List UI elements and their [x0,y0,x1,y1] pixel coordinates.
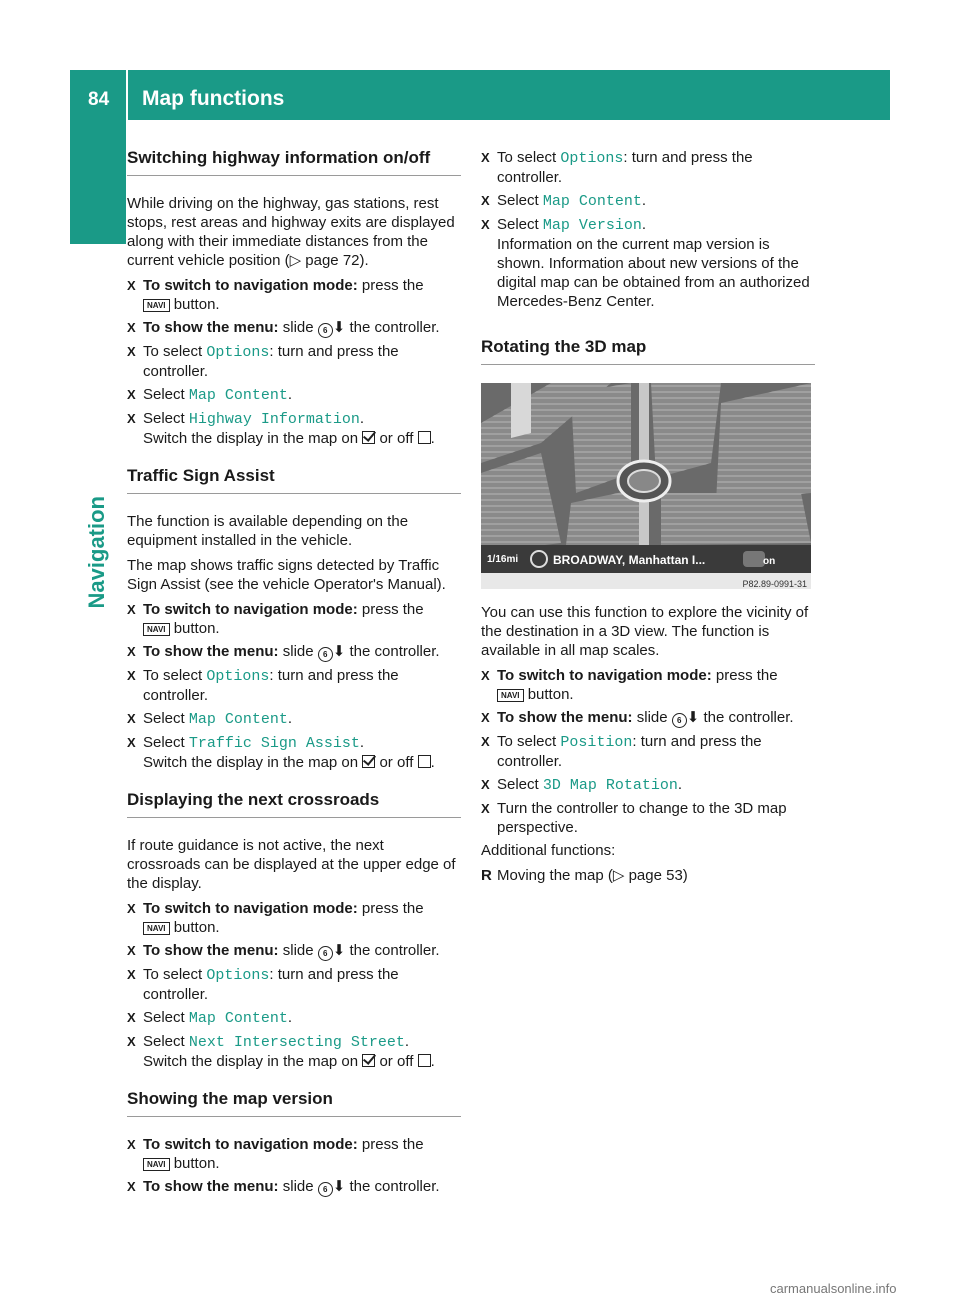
bullet-icon: R [481,867,492,884]
step: X To show the menu: slide 6 ⬇ the controller. [127,942,440,959]
step-text: . [641,192,647,209]
step [127,409,461,448]
step-text: : turn and press the controller. [143,343,399,380]
arrow-icon: X [481,801,490,816]
additional-label: Additional functions: [481,842,616,859]
step [127,666,461,705]
step-text: : turn and press the controller. [143,966,399,1003]
figure-code: P82.89-0991-31 [742,579,807,589]
step-text: the controller. [349,942,440,959]
step-bold: To switch to navigation mode: [143,1136,358,1153]
step-text: button. [173,296,220,313]
step-bold: To show the menu: [143,1178,279,1195]
step-text: : turn and press the controller. [143,667,399,704]
menu-item: Options [206,967,270,984]
bullet-item [481,866,815,885]
step-text: . [287,386,293,403]
step-bold: To show the menu: [143,643,279,660]
menu-item: Traffic Sign Assist [188,735,360,752]
menu-item: Options [560,150,624,167]
step-text: press the [715,667,778,684]
page-number: 84 [88,89,110,110]
arrow-icon: X [127,411,136,426]
step: X To show the menu: slide 6 ⬇ the controller. [127,1178,440,1195]
arrow-icon: X [127,967,136,982]
body-text: The map shows traffic signs detected by Traffic Sign Assist (see the vehicle Operator's Manual). [127,557,446,593]
step-text: . [359,734,365,751]
controller-icon: 6 [318,647,333,662]
step-text: button. [173,1155,220,1172]
menu-item: Map Content [542,193,642,210]
step-text: Select [497,216,539,233]
arrow-icon: X [127,943,136,958]
menu-item: Highway Information [188,411,360,428]
step-text: To select [143,966,203,983]
arrow-icon: X [127,278,136,293]
step-text: Select [143,410,185,427]
step-text: . [430,430,435,447]
menu-item: Options [206,668,270,685]
menu-item: Map Content [188,1010,288,1027]
side-label-text: Navigation [84,496,109,609]
intro-text: While driving on the highway, gas stations, rest stops, rest areas and highway exits are displayed along with their immediate distances from the current vehicle position (▷ page 72). [127,195,455,269]
arrow-icon: X [127,901,136,916]
step-text: . [404,1033,410,1050]
map-status-label: on [763,556,776,567]
step-text: . [287,1009,293,1026]
menu-item: Map Content [188,711,288,728]
menu-item: Map Content [188,387,288,404]
step [127,1032,461,1071]
step [481,215,815,311]
section-title: Displaying the next crossroads [127,790,461,818]
menu-item: 3D Map Rotation [542,777,678,794]
arrow-icon: X [127,1137,136,1152]
step-text: the controller. [703,709,794,726]
controller-icon: 6 [318,323,333,338]
step-text: Select [143,734,185,751]
step [127,709,461,729]
step-text: or off [379,754,414,771]
step-text: or off [379,1053,414,1070]
step-text: Select [143,710,185,727]
checkbox-empty-icon [418,431,431,444]
arrow-icon: X [481,777,490,792]
step-text: Switch the display in the map on [143,430,359,447]
step-text: slide [282,942,314,959]
step-text: the controller. [349,643,440,660]
arrow-icon: X [127,1010,136,1025]
menu-item: Map Version [542,217,642,234]
checkbox-checked-icon [362,755,375,768]
step [127,385,461,405]
bullet-text[interactable]: Moving the map (▷ page 53) [497,867,688,884]
step-text: To select [497,149,557,166]
step-text: Select [143,1009,185,1026]
step-bold: To show the menu: [143,942,279,959]
menu-item: Next Intersecting Street [188,1034,405,1051]
step-text: . [359,410,365,427]
step-text: . [677,776,683,793]
step-text: press the [361,900,424,917]
step-text: . [430,754,435,771]
step-text: slide [282,1178,314,1195]
arrow-icon: X [127,668,136,683]
arrow-icon: X [481,193,490,208]
step-bold: To switch to navigation mode: [497,667,712,684]
checkbox-checked-icon [362,1054,375,1067]
step: X To show the menu: slide 6 ⬇ the controller. [127,319,440,336]
controller-icon: 6 [672,713,687,728]
arrow-icon: X [127,711,136,726]
controller-icon: 6 [318,946,333,961]
step-text: . [641,216,647,233]
right-column [481,148,815,903]
map-street-label: BROADWAY, Manhattan I... [553,553,706,567]
menu-item: Options [206,344,270,361]
navi-key-icon: NAVI [143,623,170,636]
arrow-icon: X [127,1034,136,1049]
step-text: Information on the current map version is shown. Information about new versions of the digital map can be obtained from an authorized Mercedes-Benz Center. [497,236,810,310]
section-title: Traffic Sign Assist [127,466,461,494]
step-text: Switch the display in the map on [143,1053,359,1070]
menu-item: Position [560,734,633,751]
step-bold: To switch to navigation mode: [143,601,358,618]
step-text: button. [527,686,574,703]
step-text: slide [282,643,314,660]
step-text: the controller. [349,319,440,336]
step-text: Switch the display in the map on [143,754,359,771]
step-text: slide [636,709,668,726]
step [127,1135,461,1173]
step [127,733,461,772]
map-3d-screenshot [481,383,811,589]
header-divider [126,70,128,120]
step-bold: To show the menu: [497,709,633,726]
map-scale-label: 1/16mi [487,554,519,565]
intro-text: If route guidance is not active, the next crossroads can be displayed at the upper edge of the display. [127,837,456,892]
step: X To show the menu: slide 6 ⬇ the controller. [481,709,794,726]
left-column [127,148,461,1215]
step-bold: To show the menu: [143,319,279,336]
step [127,965,461,1004]
arrow-icon: X [127,320,136,335]
page-title: Map functions [142,87,285,110]
step-text: button. [173,919,220,936]
step-text: Select [143,1033,185,1050]
arrow-icon: X [127,602,136,617]
step-text: Select [497,192,539,209]
navi-key-icon: NAVI [497,689,524,702]
step-text: the controller. [349,1178,440,1195]
navi-key-icon: NAVI [143,299,170,312]
arrow-icon: X [481,734,490,749]
step [481,148,815,187]
section-version [127,1089,461,1197]
controller-icon: 6 [318,1182,333,1197]
step [481,799,815,837]
navi-key-icon: NAVI [143,922,170,935]
arrow-icon: X [481,668,490,683]
step [481,732,815,771]
checkbox-empty-icon [418,1054,431,1067]
footer-url[interactable]: carmanualsonline.info [770,1281,897,1296]
step-text: To select [143,343,203,360]
step-text: press the [361,277,424,294]
step [127,600,461,638]
section-highway [127,148,461,448]
step-text: To select [143,667,203,684]
side-tab [70,120,126,244]
step-bold: To switch to navigation mode: [143,277,358,294]
arrow-icon: X [127,344,136,359]
step [127,276,461,314]
step-text: To select [497,733,557,750]
step-text: or off [379,430,414,447]
arrow-icon: X [127,735,136,750]
side-label [74,496,122,609]
arrow-icon: X [481,150,490,165]
arrow-icon: X [127,644,136,659]
arrow-icon: X [481,217,490,232]
checkbox-empty-icon [418,755,431,768]
step-text: : turn and press the controller. [497,149,753,186]
step-bold: To switch to navigation mode: [143,900,358,917]
step [481,775,815,795]
step-text: press the [361,1136,424,1153]
body-text: You can use this function to explore the vicinity of the destination in a 3D view. The function is available in all map scales. [481,604,809,659]
step [127,899,461,937]
step-text: . [430,1053,435,1070]
navi-key-icon: NAVI [143,1158,170,1171]
step-text: Select [143,386,185,403]
step-text: slide [282,319,314,336]
step [127,342,461,381]
body-text: The function is available depending on the equipment installed in the vehicle. [127,513,409,549]
step [481,191,815,211]
arrow-icon: X [127,1179,136,1194]
step-text: button. [173,620,220,637]
section-crossroads [127,790,461,1071]
section-rotating [481,337,815,885]
step-text: press the [361,601,424,618]
step-text: Select [497,776,539,793]
section-title: Rotating the 3D map [481,337,815,365]
checkbox-checked-icon [362,431,375,444]
section-title: Showing the map version [127,1089,461,1117]
arrow-icon: X [127,387,136,402]
step: X To show the menu: slide 6 ⬇ the controller. [127,643,440,660]
step-text: . [287,710,293,727]
step [481,666,815,704]
step-text: : turn and press the controller. [497,733,762,770]
section-traffic [127,466,461,772]
step-text: Turn the controller to change to the 3D map perspective. [497,800,787,836]
section-title: Switching highway information on/off [127,148,461,176]
section-version-cont [481,148,815,311]
arrow-icon: X [481,710,490,725]
step [127,1008,461,1028]
